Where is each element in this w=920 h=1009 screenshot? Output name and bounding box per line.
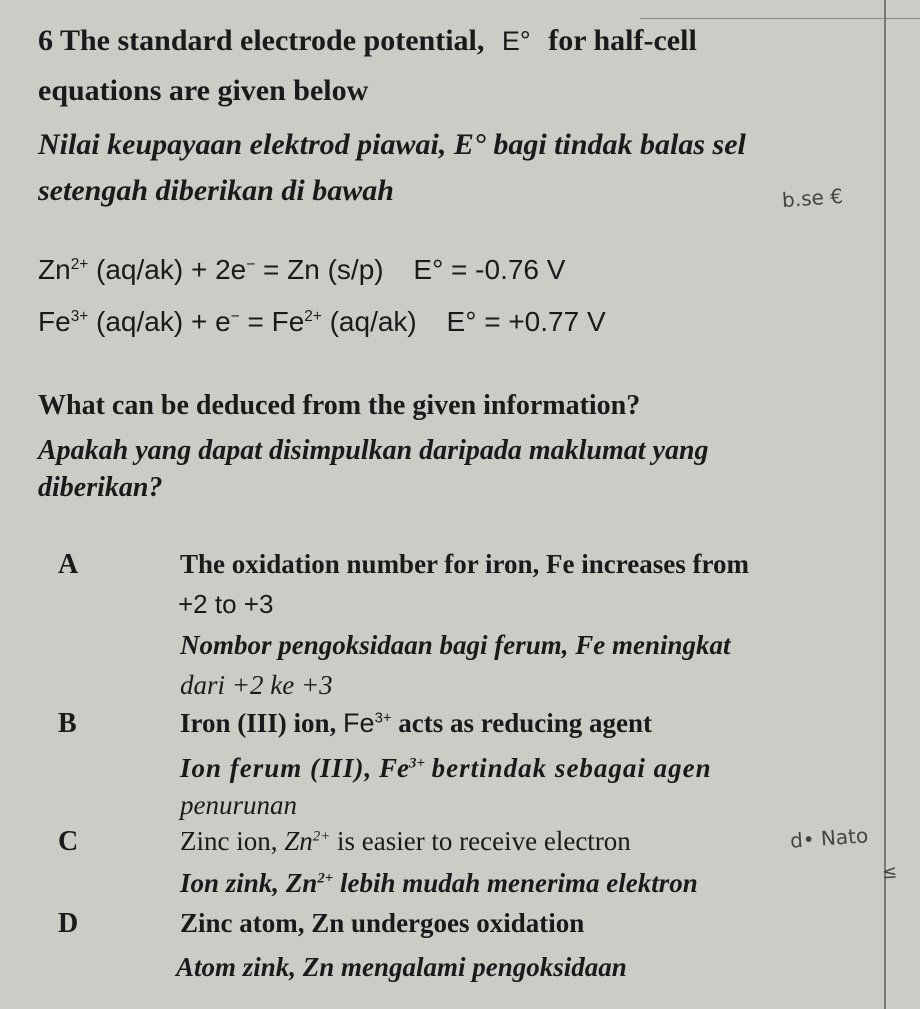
option-d-en[interactable]: Zinc atom, Zn undergoes oxidation xyxy=(180,908,585,938)
option-c-en[interactable]: Zinc ion, $Zn^{2+}$ is easier to receive electron xyxy=(180,826,631,856)
margin-rule xyxy=(884,0,886,1009)
option-c-letter[interactable]: C xyxy=(58,826,79,857)
option-a-letter[interactable]: A xyxy=(58,549,79,580)
prompt-ms-line2: diberikan? xyxy=(38,472,163,503)
half-equation-zinc: $Zn^{2+}$ (aq/ak) + 2e− = Zn (s/p) E° = -0.76 V xyxy=(38,254,566,285)
option-a-en-line2[interactable]: +2 to +3 xyxy=(178,589,274,619)
option-b-letter[interactable]: B xyxy=(58,708,77,739)
question-number: 6 xyxy=(38,24,53,57)
question-stem-ms-line1: Nilai keupayaan elektrod piawai, E° bagi tindak balas sel xyxy=(38,128,746,161)
option-a-ms-line1: Nombor pengoksidaan bagi ferum, Fe meningkat xyxy=(180,630,731,660)
option-b-ms-line2: penurunan xyxy=(180,790,297,820)
option-c-ms: Ion zink, $Zn^{2+}$ lebih mudah menerima elektron xyxy=(180,868,698,898)
prompt-ms-line1: Apakah yang dapat disimpulkan daripada maklumat yang xyxy=(38,435,709,466)
option-d-ms: Atom zink, Zn mengalami pengoksidaan xyxy=(176,952,627,982)
prompt-en: What can be deduced from the given information? xyxy=(38,390,641,421)
half-equation-iron: $Fe^{3+}$ $(aq/ak) + e^- = Fe^{2+}$ (aq/ak) E° = +0.77 V xyxy=(38,306,606,337)
question-stem-en-line2: equations are given below xyxy=(38,74,369,107)
e-standard-symbol: E° xyxy=(501,26,531,56)
option-a-ms-line2: dari +2 ke +3 xyxy=(180,670,333,700)
handwritten-mark: ≤ xyxy=(881,861,898,884)
handwritten-note: d• Nato xyxy=(789,823,869,853)
option-b-en[interactable]: Iron (III) ion, $Fe^{3+}$ acts as reducing agent xyxy=(180,708,652,738)
top-rule xyxy=(640,18,920,19)
handwritten-note: b.se € xyxy=(781,183,844,213)
question-stem-ms-line2: setengah diberikan di bawah xyxy=(38,174,394,207)
option-b-ms-line1: Ion ferum (III), $Fe^{3+}$ bertindak sebagai agen xyxy=(180,753,712,783)
option-a-en-line1[interactable]: The oxidation number for iron, Fe increases from xyxy=(180,549,749,579)
option-d-letter[interactable]: D xyxy=(58,908,79,939)
question-stem-en-line1: 6 The standard electrode potential, E° for half-cell xyxy=(38,24,697,57)
